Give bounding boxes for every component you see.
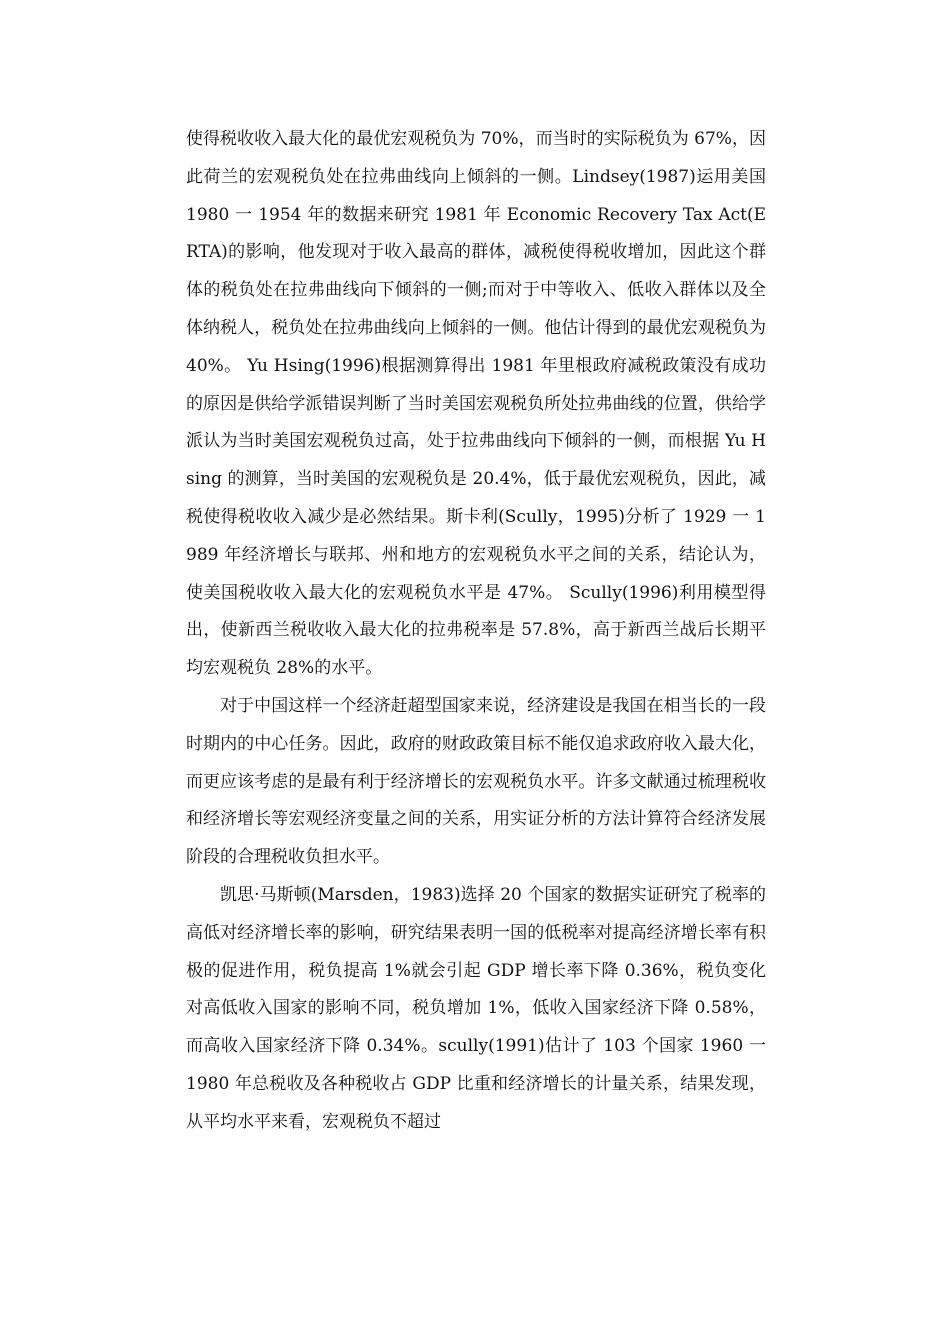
body-text [186,121,766,1142]
paragraph-3: 凯思·马斯顿(Marsden，1983)选择 20 个国家的数据实证研究了税率的高低对经济增长率的影响，研究结果表明一国的低税率对提高经济增长率有积极的促进作用，税负提高 1%就会引起 GDP 增长率下降 0.36%，税负变化对高低收入国家的影响不同，税负增加 1%，低收入国家经济下降 0.58%，而高收入国家经济下降 0.34%。scully(1991)估计了 103 个国家 1960 一 1980 年总税收及各种税收占 GDP 比重和经济增长的计量关系，结果发现，从平均水平来看，宏观税负不超过 [186,884,766,1132]
paragraph-2: 对于中国这样一个经济赶超型国家来说，经济建设是我国在相当长的一段时期内的中心任务。因此，政府的财政政策目标不能仅追求政府收入最大化，而更应该考虑的是最有利于经济增长的宏观税负水平。许多文献通过梳理税收和经济增长等宏观经济变量之间的关系，用实证分析的方法计算符合经济发展阶段的合理税收负担水平。 [186,695,766,868]
paragraph-1: 使得税收收入最大化的最优宏观税负为 70%，而当时的实际税负为 67%，因此荷兰的宏观税负处在拉弗曲线向上倾斜的一侧。Lindsey(1987)运用美国 1980 一 1954 年的数据来研究 1981 年 Economic Recovery Tax Act(ERTA)的影响，他发现对于收入最高的群体，减税使得税收增加，因此这个群体的税负处在拉弗曲线向下倾斜的一侧;而对于中等收入、低收入群体以及全体纳税人，税负处在拉弗曲线向上倾斜的一侧。他估计得到的最优宏观税负为 40%。 Yu Hsing(1996)根据测算得出 1981 年里根政府减税政策没有成功的原因是供给学派错误判断了当时美国宏观税负所处拉弗曲线的位置，供给学派认为当时美国宏观税负过高，处于拉弗曲线向下倾斜的一侧，而根据 Yu Hsing 的测算，当时美国的宏观税负是 20.4%，低于最优宏观税负，因此，减税使得税收收入减少是必然结果。斯卡利(Scully，1995)分析了 1929 一 1989 年经济增长与联邦、州和地方的宏观税负水平之间的关系，结论认为，使美国税收收入最大化的宏观税负水平是 47%。 Scully(1996)利用模型得出，使新西兰税收收入最大化的拉弗税率是 57.8%，高于新西兰战后长期平均宏观税负 28%的水平。 [186,129,766,679]
